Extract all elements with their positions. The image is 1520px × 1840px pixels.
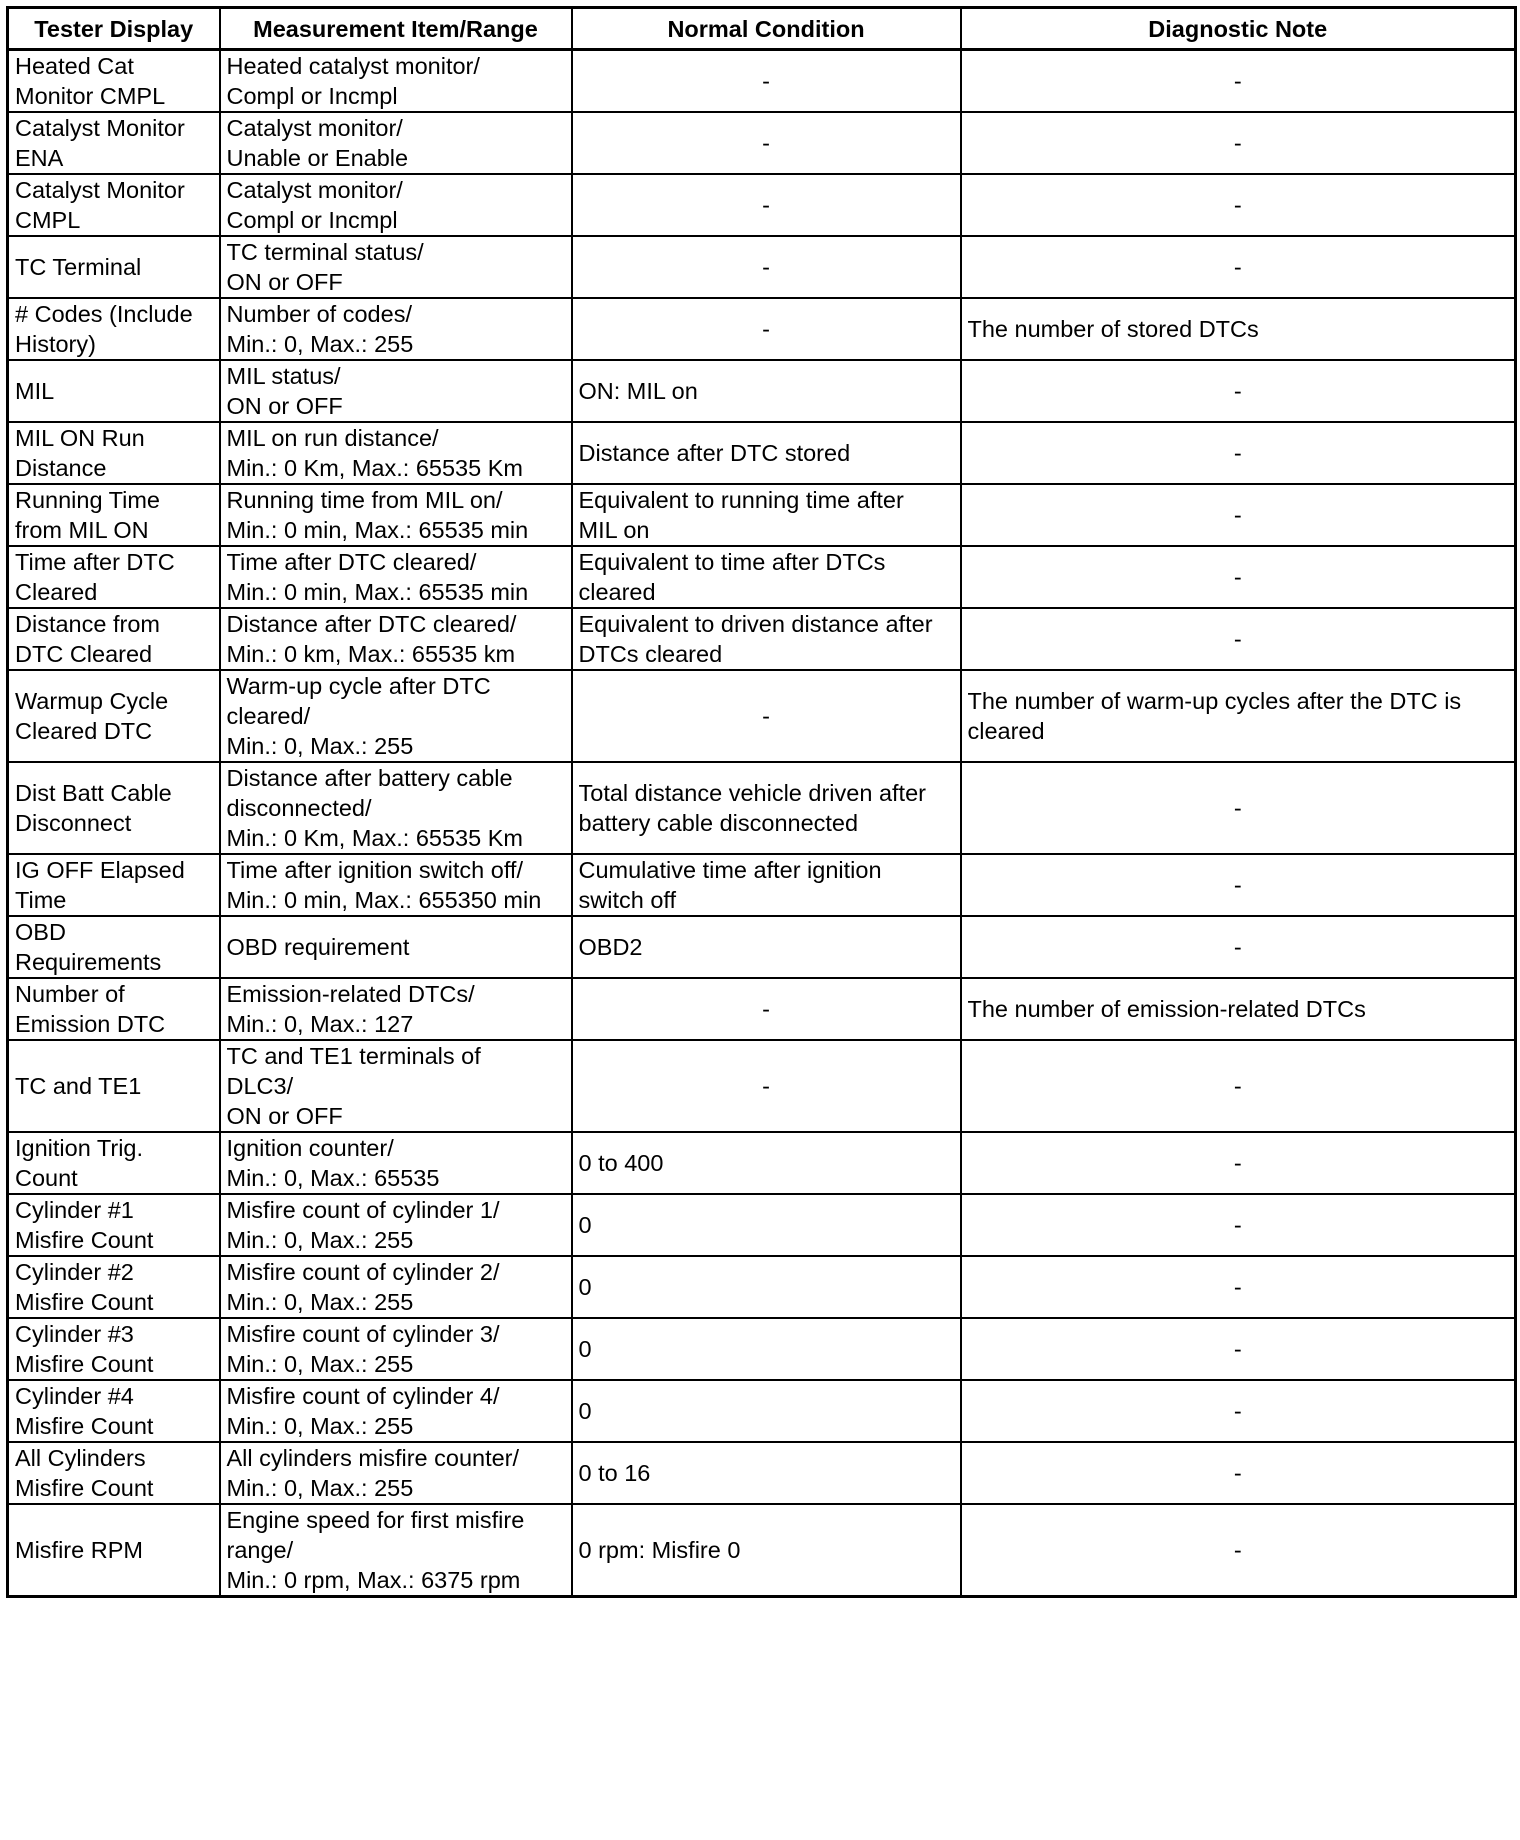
cell-normal-condition: 0 [572, 1318, 961, 1380]
cell-diagnostic-note: The number of warm-up cycles after the DTC is cleared [961, 670, 1516, 762]
header-row [8, 8, 1516, 50]
cell-normal-condition: 0 [572, 1194, 961, 1256]
table-row [8, 916, 1516, 978]
cell-measurement-item: Misfire count of cylinder 4/ Min.: 0, Max.: 255 [220, 1380, 572, 1442]
table-row [8, 670, 1516, 762]
cell-measurement-item: TC and TE1 terminals of DLC3/ ON or OFF [220, 1040, 572, 1132]
table-row [8, 422, 1516, 484]
cell-normal-condition: - [572, 236, 961, 298]
cell-normal-condition: Distance after DTC stored [572, 422, 961, 484]
cell-tester-display: MIL ON Run Distance [8, 422, 220, 484]
cell-normal-condition: - [572, 174, 961, 236]
cell-normal-condition: - [572, 112, 961, 174]
cell-normal-condition: 0 to 16 [572, 1442, 961, 1504]
cell-diagnostic-note: - [961, 360, 1516, 422]
header-tester-display: Tester Display [8, 8, 220, 50]
cell-diagnostic-note: - [961, 422, 1516, 484]
cell-normal-condition: OBD2 [572, 916, 961, 978]
cell-measurement-item: Warm-up cycle after DTC cleared/ Min.: 0, Max.: 255 [220, 670, 572, 762]
cell-normal-condition: Equivalent to driven distance after DTCs cleared [572, 608, 961, 670]
cell-diagnostic-note: - [961, 1256, 1516, 1318]
header-measurement-item: Measurement Item/Range [220, 8, 572, 50]
table-row [8, 298, 1516, 360]
cell-measurement-item: Number of codes/ Min.: 0, Max.: 255 [220, 298, 572, 360]
table-row [8, 1132, 1516, 1194]
cell-measurement-item: MIL status/ ON or OFF [220, 360, 572, 422]
cell-diagnostic-note: - [961, 112, 1516, 174]
data-list-table [6, 6, 1517, 1598]
cell-tester-display: Cylinder #4 Misfire Count [8, 1380, 220, 1442]
cell-measurement-item: Distance after DTC cleared/ Min.: 0 km, Max.: 65535 km [220, 608, 572, 670]
cell-normal-condition: - [572, 298, 961, 360]
cell-normal-condition: - [572, 978, 961, 1040]
cell-tester-display: IG OFF Elapsed Time [8, 854, 220, 916]
cell-measurement-item: Misfire count of cylinder 2/ Min.: 0, Max.: 255 [220, 1256, 572, 1318]
cell-tester-display: Running Time from MIL ON [8, 484, 220, 546]
cell-diagnostic-note: - [961, 1194, 1516, 1256]
cell-tester-display: # Codes (Include History) [8, 298, 220, 360]
cell-diagnostic-note: - [961, 50, 1516, 113]
cell-tester-display: Cylinder #2 Misfire Count [8, 1256, 220, 1318]
cell-diagnostic-note: - [961, 854, 1516, 916]
table-row [8, 546, 1516, 608]
table-row [8, 50, 1516, 113]
cell-diagnostic-note: - [961, 484, 1516, 546]
table-row [8, 1040, 1516, 1132]
cell-normal-condition: - [572, 50, 961, 113]
cell-normal-condition: 0 rpm: Misfire 0 [572, 1504, 961, 1597]
cell-measurement-item: Catalyst monitor/ Unable or Enable [220, 112, 572, 174]
table-row [8, 236, 1516, 298]
cell-diagnostic-note: - [961, 608, 1516, 670]
cell-tester-display: OBD Requirements [8, 916, 220, 978]
table-row [8, 608, 1516, 670]
cell-normal-condition: Cumulative time after ignition switch off [572, 854, 961, 916]
table-row [8, 762, 1516, 854]
cell-measurement-item: All cylinders misfire counter/ Min.: 0, Max.: 255 [220, 1442, 572, 1504]
cell-measurement-item: TC terminal status/ ON or OFF [220, 236, 572, 298]
table-row [8, 1194, 1516, 1256]
header-diagnostic-note: Diagnostic Note [961, 8, 1516, 50]
cell-measurement-item: Distance after battery cable disconnected/ Min.: 0 Km, Max.: 65535 Km [220, 762, 572, 854]
cell-diagnostic-note: - [961, 174, 1516, 236]
cell-measurement-item: Heated catalyst monitor/ Compl or Incmpl [220, 50, 572, 113]
cell-normal-condition: - [572, 670, 961, 762]
cell-diagnostic-note: - [961, 1380, 1516, 1442]
cell-diagnostic-note: - [961, 1504, 1516, 1597]
cell-measurement-item: Catalyst monitor/ Compl or Incmpl [220, 174, 572, 236]
cell-normal-condition: - [572, 1040, 961, 1132]
cell-diagnostic-note: - [961, 1318, 1516, 1380]
cell-tester-display: Misfire RPM [8, 1504, 220, 1597]
cell-tester-display: Ignition Trig. Count [8, 1132, 220, 1194]
cell-measurement-item: OBD requirement [220, 916, 572, 978]
cell-tester-display: MIL [8, 360, 220, 422]
cell-measurement-item: Misfire count of cylinder 3/ Min.: 0, Max.: 255 [220, 1318, 572, 1380]
cell-normal-condition: 0 to 400 [572, 1132, 961, 1194]
cell-tester-display: Catalyst Monitor ENA [8, 112, 220, 174]
header-normal-condition: Normal Condition [572, 8, 961, 50]
cell-tester-display: Heated Cat Monitor CMPL [8, 50, 220, 113]
cell-measurement-item: Ignition counter/ Min.: 0, Max.: 65535 [220, 1132, 572, 1194]
cell-normal-condition: Total distance vehicle driven after battery cable disconnected [572, 762, 961, 854]
cell-diagnostic-note: - [961, 916, 1516, 978]
cell-measurement-item: MIL on run distance/ Min.: 0 Km, Max.: 65535 Km [220, 422, 572, 484]
cell-measurement-item: Time after DTC cleared/ Min.: 0 min, Max.: 65535 min [220, 546, 572, 608]
cell-diagnostic-note: - [961, 236, 1516, 298]
table-row [8, 112, 1516, 174]
cell-tester-display: Dist Batt Cable Disconnect [8, 762, 220, 854]
cell-normal-condition: 0 [572, 1256, 961, 1318]
table-body [8, 50, 1516, 1597]
cell-tester-display: Number of Emission DTC [8, 978, 220, 1040]
cell-tester-display: Catalyst Monitor CMPL [8, 174, 220, 236]
table-row [8, 174, 1516, 236]
cell-tester-display: Cylinder #3 Misfire Count [8, 1318, 220, 1380]
table-row [8, 1442, 1516, 1504]
cell-measurement-item: Engine speed for first misfire range/ Min.: 0 rpm, Max.: 6375 rpm [220, 1504, 572, 1597]
cell-normal-condition: Equivalent to time after DTCs cleared [572, 546, 961, 608]
cell-diagnostic-note: - [961, 546, 1516, 608]
cell-measurement-item: Time after ignition switch off/ Min.: 0 min, Max.: 655350 min [220, 854, 572, 916]
cell-diagnostic-note: The number of stored DTCs [961, 298, 1516, 360]
cell-tester-display: Time after DTC Cleared [8, 546, 220, 608]
table-row [8, 1380, 1516, 1442]
table-row [8, 978, 1516, 1040]
cell-normal-condition: 0 [572, 1380, 961, 1442]
table-row [8, 1504, 1516, 1597]
cell-tester-display: Cylinder #1 Misfire Count [8, 1194, 220, 1256]
table-row [8, 1318, 1516, 1380]
cell-tester-display: Distance from DTC Cleared [8, 608, 220, 670]
table-row [8, 484, 1516, 546]
cell-diagnostic-note: - [961, 762, 1516, 854]
cell-tester-display: All Cylinders Misfire Count [8, 1442, 220, 1504]
cell-diagnostic-note: The number of emission-related DTCs [961, 978, 1516, 1040]
cell-measurement-item: Running time from MIL on/ Min.: 0 min, Max.: 65535 min [220, 484, 572, 546]
cell-tester-display: TC and TE1 [8, 1040, 220, 1132]
table-row [8, 360, 1516, 422]
cell-diagnostic-note: - [961, 1442, 1516, 1504]
cell-tester-display: Warmup Cycle Cleared DTC [8, 670, 220, 762]
table-row [8, 1256, 1516, 1318]
cell-normal-condition: Equivalent to running time after MIL on [572, 484, 961, 546]
cell-measurement-item: Misfire count of cylinder 1/ Min.: 0, Max.: 255 [220, 1194, 572, 1256]
cell-normal-condition: ON: MIL on [572, 360, 961, 422]
cell-tester-display: TC Terminal [8, 236, 220, 298]
table-row [8, 854, 1516, 916]
cell-diagnostic-note: - [961, 1132, 1516, 1194]
cell-measurement-item: Emission-related DTCs/ Min.: 0, Max.: 127 [220, 978, 572, 1040]
cell-diagnostic-note: - [961, 1040, 1516, 1132]
